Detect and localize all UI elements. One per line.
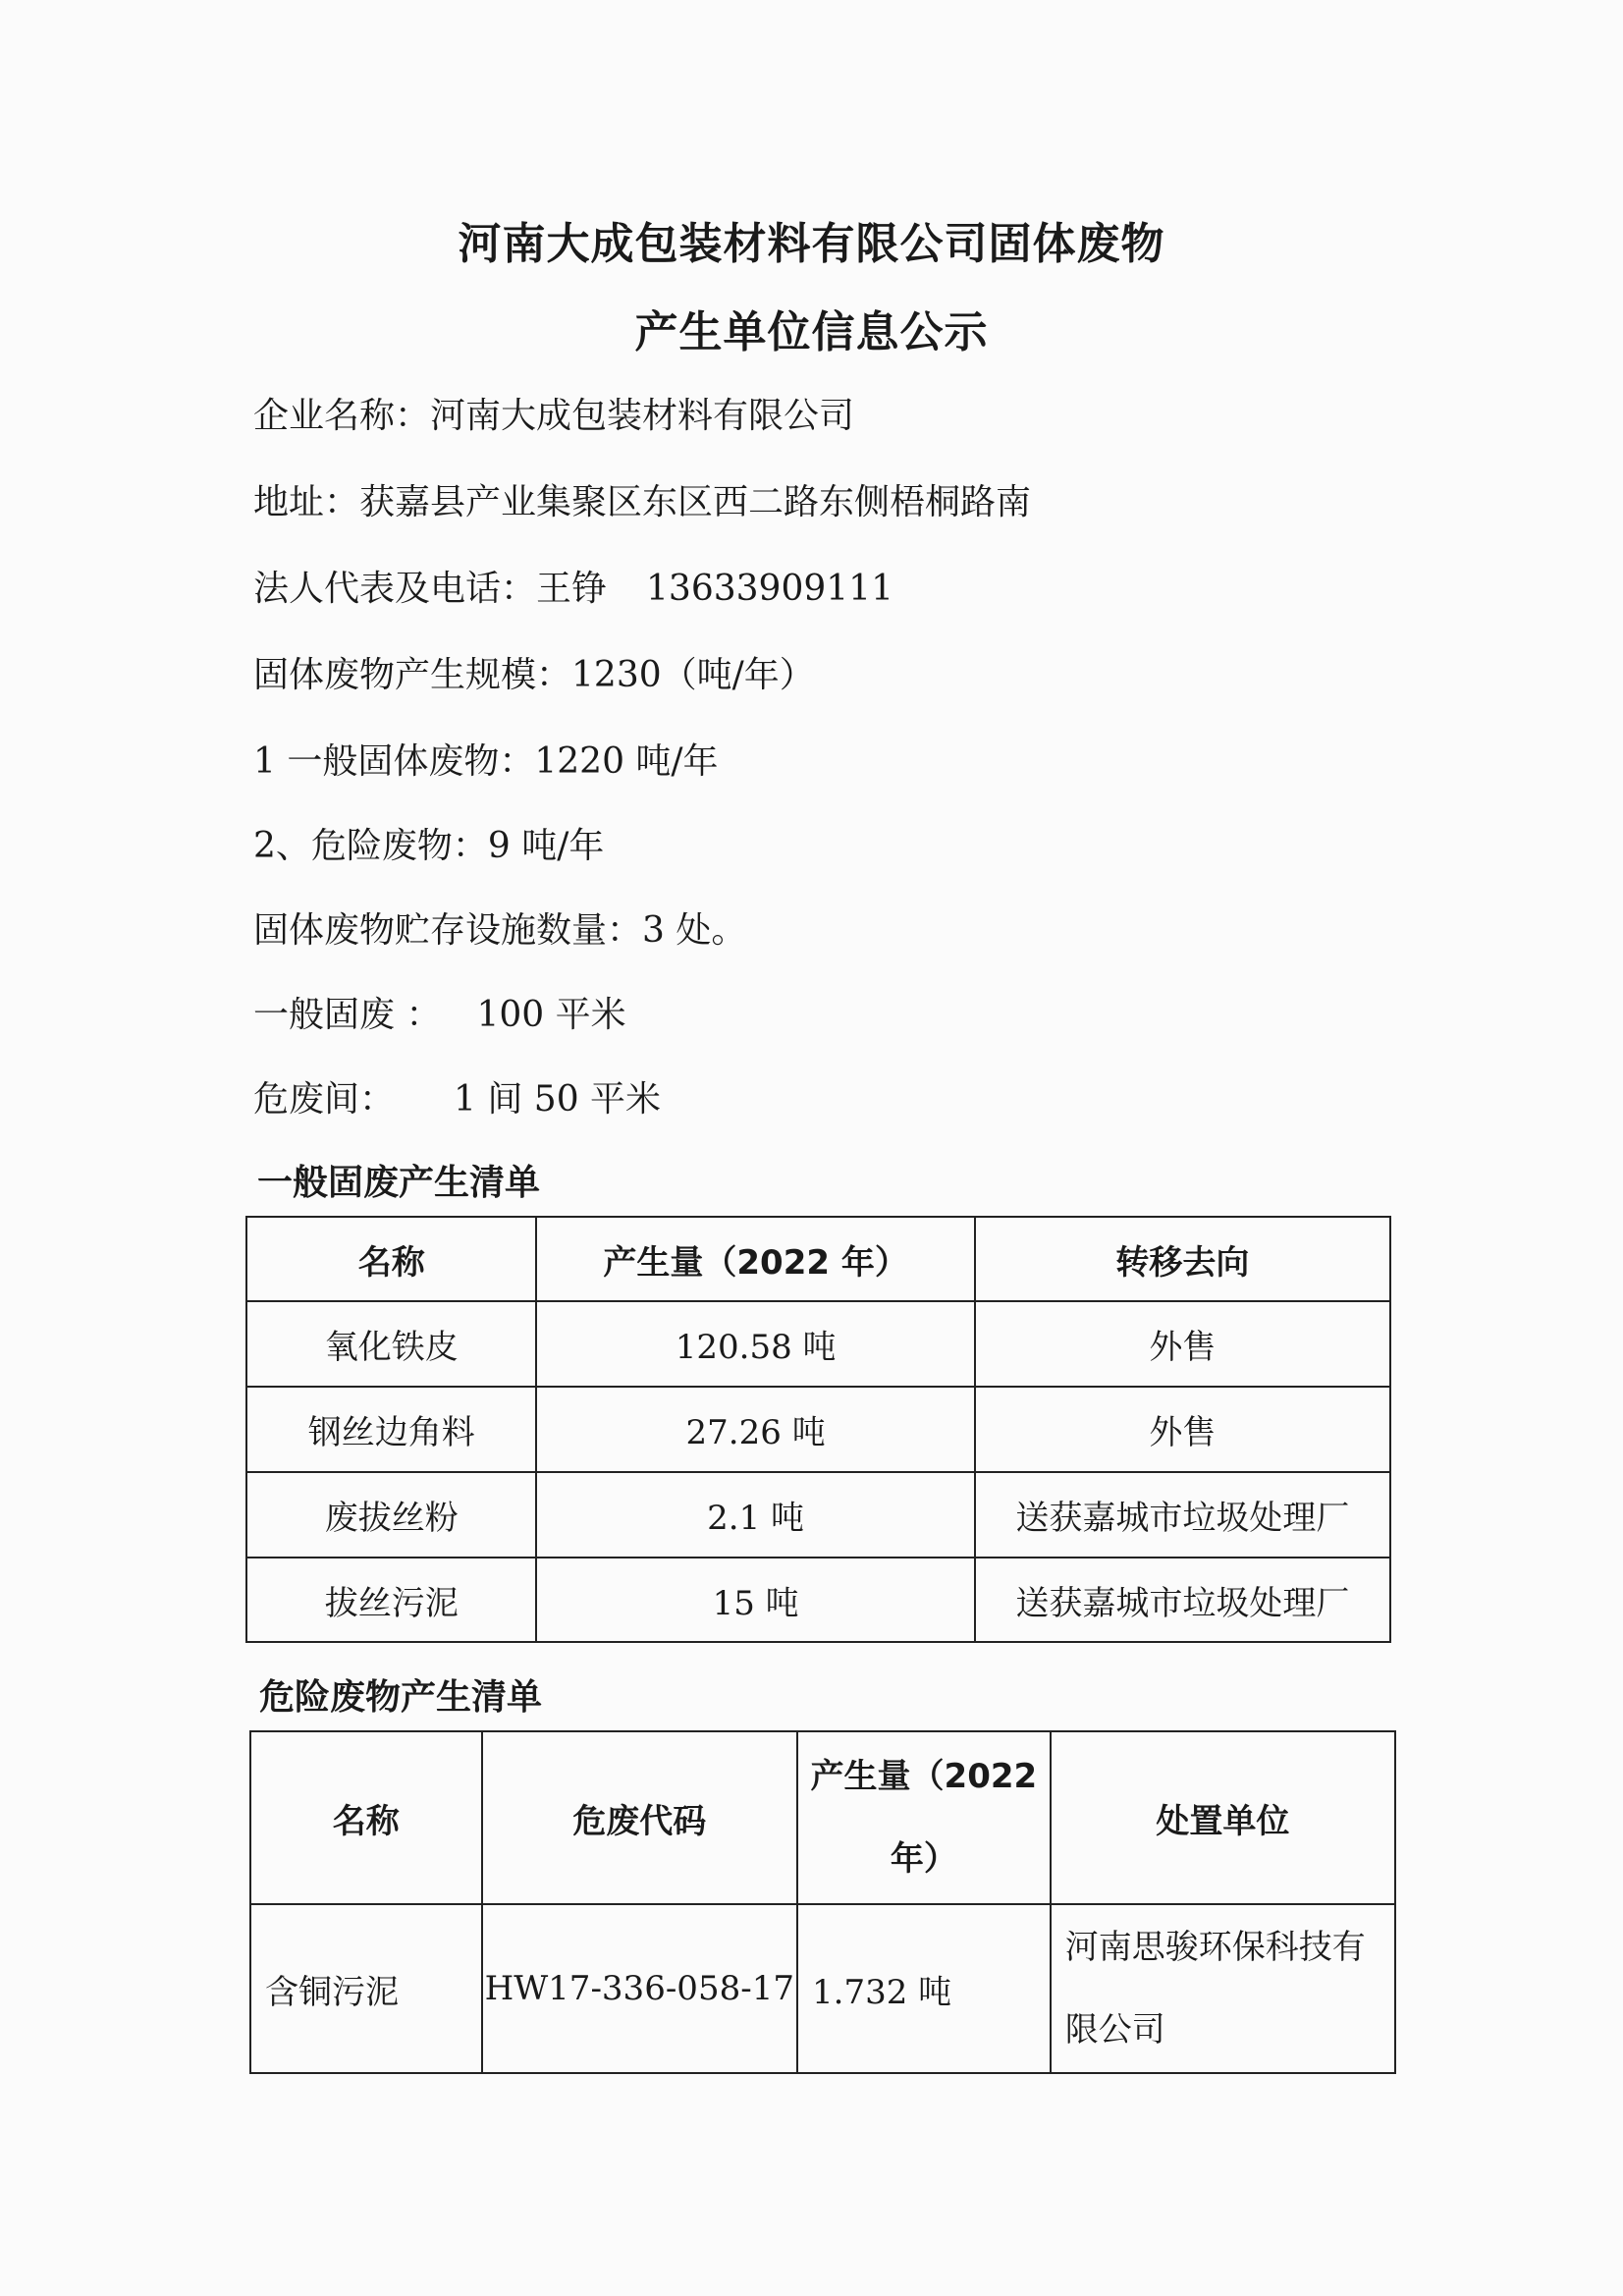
company-value: 河南大成包装材料有限公司	[430, 396, 855, 436]
hazard-room-label: 危废间：	[253, 1079, 396, 1120]
table-cell: 钢丝边角料	[246, 1387, 536, 1472]
legal-label: 法人代表及电话：	[253, 569, 537, 609]
table-cell: 废拔丝粉	[246, 1472, 536, 1558]
table-row	[250, 1904, 1395, 2073]
legal-line	[253, 561, 893, 611]
header-cell: 产生量（2022 年）	[536, 1217, 974, 1301]
table-cell: 2.1 吨	[536, 1472, 974, 1558]
scale-value: 1230（吨/年）	[571, 655, 815, 695]
hazard-waste-line	[253, 818, 604, 868]
hazard-waste-label: 2、危险废物：	[253, 826, 488, 866]
company-label: 企业名称：	[253, 396, 431, 436]
table-cell: HW17-336-058-17	[482, 1904, 798, 2073]
address-line	[253, 474, 1031, 524]
table-cell: 27.26 吨	[536, 1387, 974, 1472]
table-cell: 河南思骏环保科技有限公司	[1051, 1904, 1395, 2073]
general-table-heading: 一般固废产生清单	[257, 1163, 541, 1203]
table-row	[246, 1472, 1390, 1558]
hazard-waste-value: 9 吨/年	[487, 826, 605, 866]
table-cell: 外售	[975, 1301, 1390, 1387]
address-label: 地址：	[253, 482, 360, 522]
table-cell: 外售	[975, 1387, 1390, 1472]
header-cell: 危废代码	[482, 1731, 798, 1904]
legal-name: 王铮	[536, 569, 608, 609]
general-area-line	[253, 987, 626, 1037]
general-area-label: 一般固废 ：	[253, 995, 442, 1035]
legal-phone: 13633909111	[646, 569, 893, 609]
table-header-row	[250, 1731, 1395, 1904]
table-header-row	[246, 1217, 1390, 1301]
table-cell: 120.58 吨	[536, 1301, 974, 1387]
table-cell: 15 吨	[536, 1558, 974, 1642]
document-title-line2: 产生单位信息公示	[634, 307, 989, 357]
header-cell: 名称	[246, 1217, 536, 1301]
table-row	[246, 1301, 1390, 1387]
header-cell: 名称	[250, 1731, 482, 1904]
header-cell: 产生量（2022 年）	[797, 1731, 1051, 1904]
hazard-room-line	[253, 1071, 661, 1121]
company-line	[253, 388, 854, 438]
general-waste-label: 1 一般固体废物：	[253, 741, 535, 782]
table-cell: 含铜污泥	[250, 1904, 482, 2073]
table-cell: 送获嘉城市垃圾处理厂	[975, 1472, 1390, 1558]
storage-value: 3 处。	[642, 910, 747, 951]
header-cell: 处置单位	[1051, 1731, 1395, 1904]
table-cell: 氧化铁皮	[246, 1301, 536, 1387]
general-area-value: 100 平米	[476, 995, 626, 1035]
table-cell: 拔丝污泥	[246, 1558, 536, 1642]
header-cell: 转移去向	[975, 1217, 1390, 1301]
address-value: 获嘉县产业集聚区东区西二路东侧梧桐路南	[359, 482, 1032, 522]
hazard-waste-table	[249, 1730, 1396, 2074]
table-cell: 1.732 吨	[797, 1904, 1051, 2073]
table-cell: 送获嘉城市垃圾处理厂	[975, 1558, 1390, 1642]
hazard-room-value: 1 间 50 平米	[454, 1079, 662, 1120]
general-waste-table	[245, 1216, 1391, 1643]
storage-line	[253, 902, 746, 953]
storage-label: 固体废物贮存设施数量：	[253, 910, 643, 951]
general-waste-value: 1220 吨/年	[534, 741, 719, 782]
general-waste-line	[253, 734, 719, 784]
hazard-table-heading: 危险废物产生清单	[259, 1677, 543, 1718]
scale-line	[253, 647, 815, 697]
table-row	[246, 1558, 1390, 1642]
scale-label: 固体废物产生规模：	[253, 655, 572, 695]
document-title-line1: 河南大成包装材料有限公司固体废物	[458, 219, 1165, 269]
table-row	[246, 1387, 1390, 1472]
